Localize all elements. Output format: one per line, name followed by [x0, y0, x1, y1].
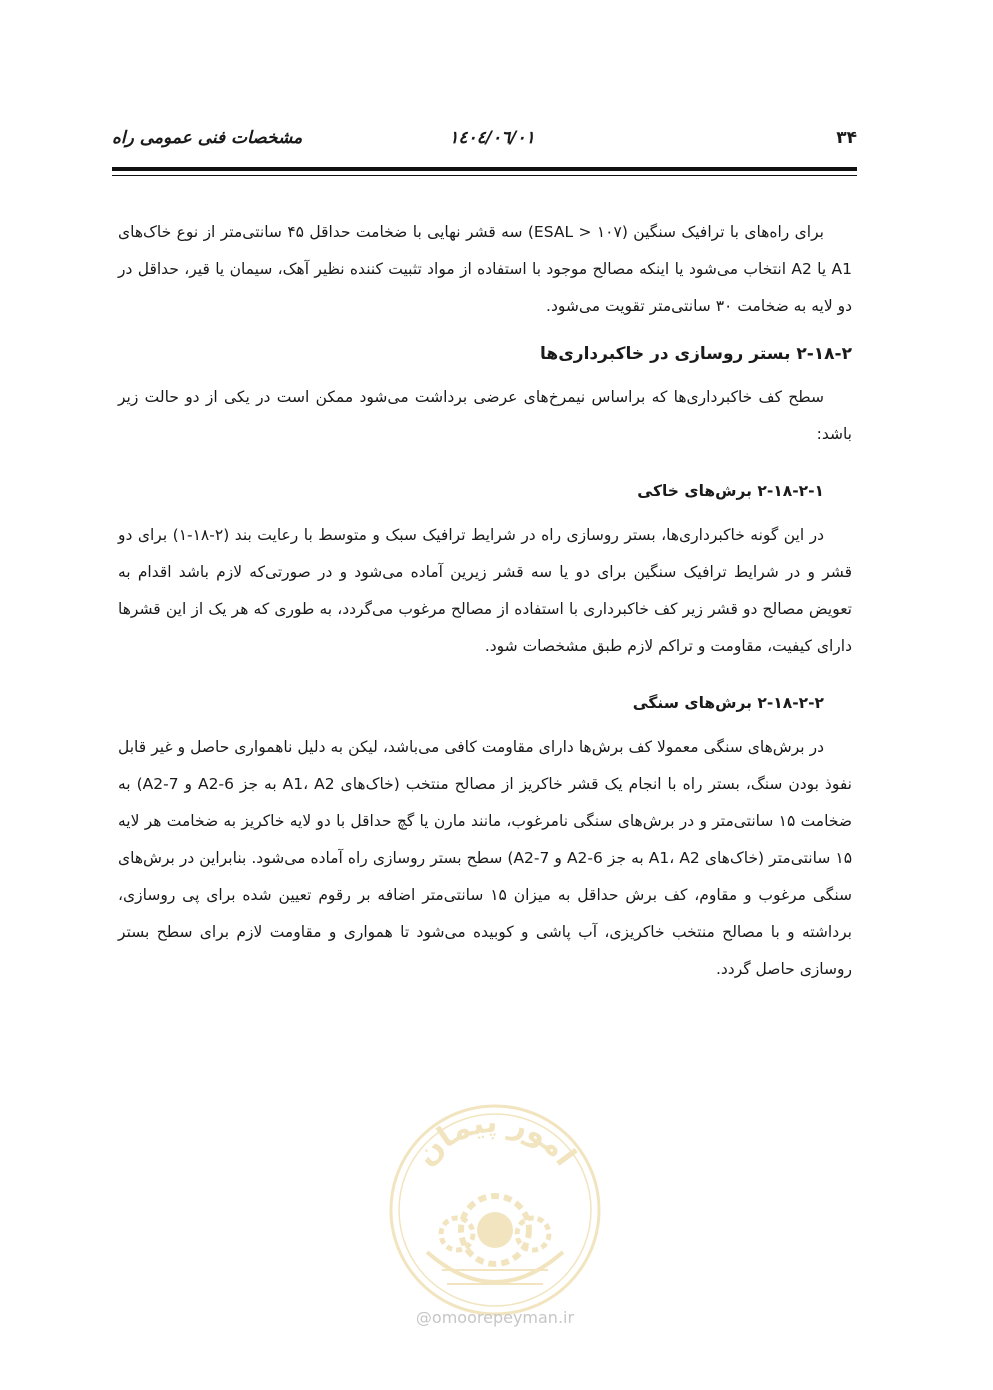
header-title: مشخصات فنی عمومی راه: [112, 128, 303, 148]
svg-text:امور پیمان: امور پیمان: [408, 1104, 583, 1173]
header-rule-thin: [112, 175, 857, 176]
page-header: [112, 128, 857, 154]
paragraph-cut-surface: سطح کف خاکبرداری‌ها که براساس نیمرخ‌های عرضی برداشت می‌شود ممکن است در یکی از دو حالت زیر باشد:: [118, 388, 852, 443]
watermark-url: @omoorepeyman.ir: [415, 1308, 575, 1327]
paragraph-soil-cuts: در این گونه خاکبرداری‌ها، بستر روسازی راه در شرایط ترافیک سبک و متوسط با رعایت بند (۲-۱۸-۱) برای دو قشر و در شرایط ترافیک سنگین برای دو یا سه قشر زیرین آماده می‌شود و در صورتی‌که لازم باشد اقدام به تعویض مصالح دو قشر زیر کف خاکبرداری با استفاده از مصالح مرغوب می‌گردد، به طوری که هر یک از این قشرها دارای کیفیت، مقاومت و تراکم لازم طبق مشخصات شود.: [118, 526, 852, 655]
paragraph-rock-cuts: در برش‌های سنگی معمولا کف برش‌ها دارای مقاومت کافی می‌باشد، لیکن به دلیل ناهمواری حاصل و غیر قابل نفوذ بودن سنگ، بستر راه با انجام یک قشر خاکریز از مصالح منتخب (خاک‌های A1، A2 به جز A2-6 و A2-7) به ضخامت ۱۵ سانتی‌متر و در برش‌های سنگی نامرغوب، مانند مارن یا گچ حداقل با دو لایه خاکریز به ضخامت هر لایه ۱۵ سانتی‌متر (خاک‌های A1، A2 به جز A2-6 و A2-7) سطح بستر روسازی راه آماده می‌شود. بنابراین در برش‌های سنگی مرغوب و مقاوم، کف برش حداقل به میزان ۱۵ سانتی‌متر اضافه بر رقوم تعیین شده برای پی روسازی، برداشته و با مصالح منتخب خاکریزی، آب پاشی و کوبیده می‌شود تا همواری و مقاومت لازم برای سطح بستر روسازی حاصل گردد.: [118, 738, 853, 978]
section-heading-2-18-2: ۲-۱۸-۲ بستر روسازی در خاکبرداری‌ها: [540, 344, 852, 364]
page-number: ۳۴: [836, 128, 857, 148]
body-content: [118, 214, 852, 988]
header-date: ۱٤٠٤/٠٦/٠١: [449, 128, 535, 148]
subsection-heading-soil-cuts: ۲-۱۸-۲-۱ برش‌های خاکی: [637, 482, 824, 500]
subsection-heading-rock-cuts: ۲-۱۸-۲-۲ برش‌های سنگی: [632, 694, 824, 712]
header-rule-thick: [112, 167, 857, 171]
paragraph-heavy-traffic: برای راه‌های با ترافیک سنگین (ESAL > ۱۰۷) سه قشر نهایی با ضخامت حداقل ۴۵ سانتی‌متر از نوع خاک‌های A1 یا A2 انتخاب می‌شود یا اینکه مصالح موجود با استفاده از مواد تثبیت کننده نظیر آهک، سیمان یا قیر، حداقل در دو لایه به ضخامت ۳۰ سانتی‌متر تقویت می‌شود.: [118, 223, 853, 315]
watermark-logo: [387, 1102, 603, 1318]
